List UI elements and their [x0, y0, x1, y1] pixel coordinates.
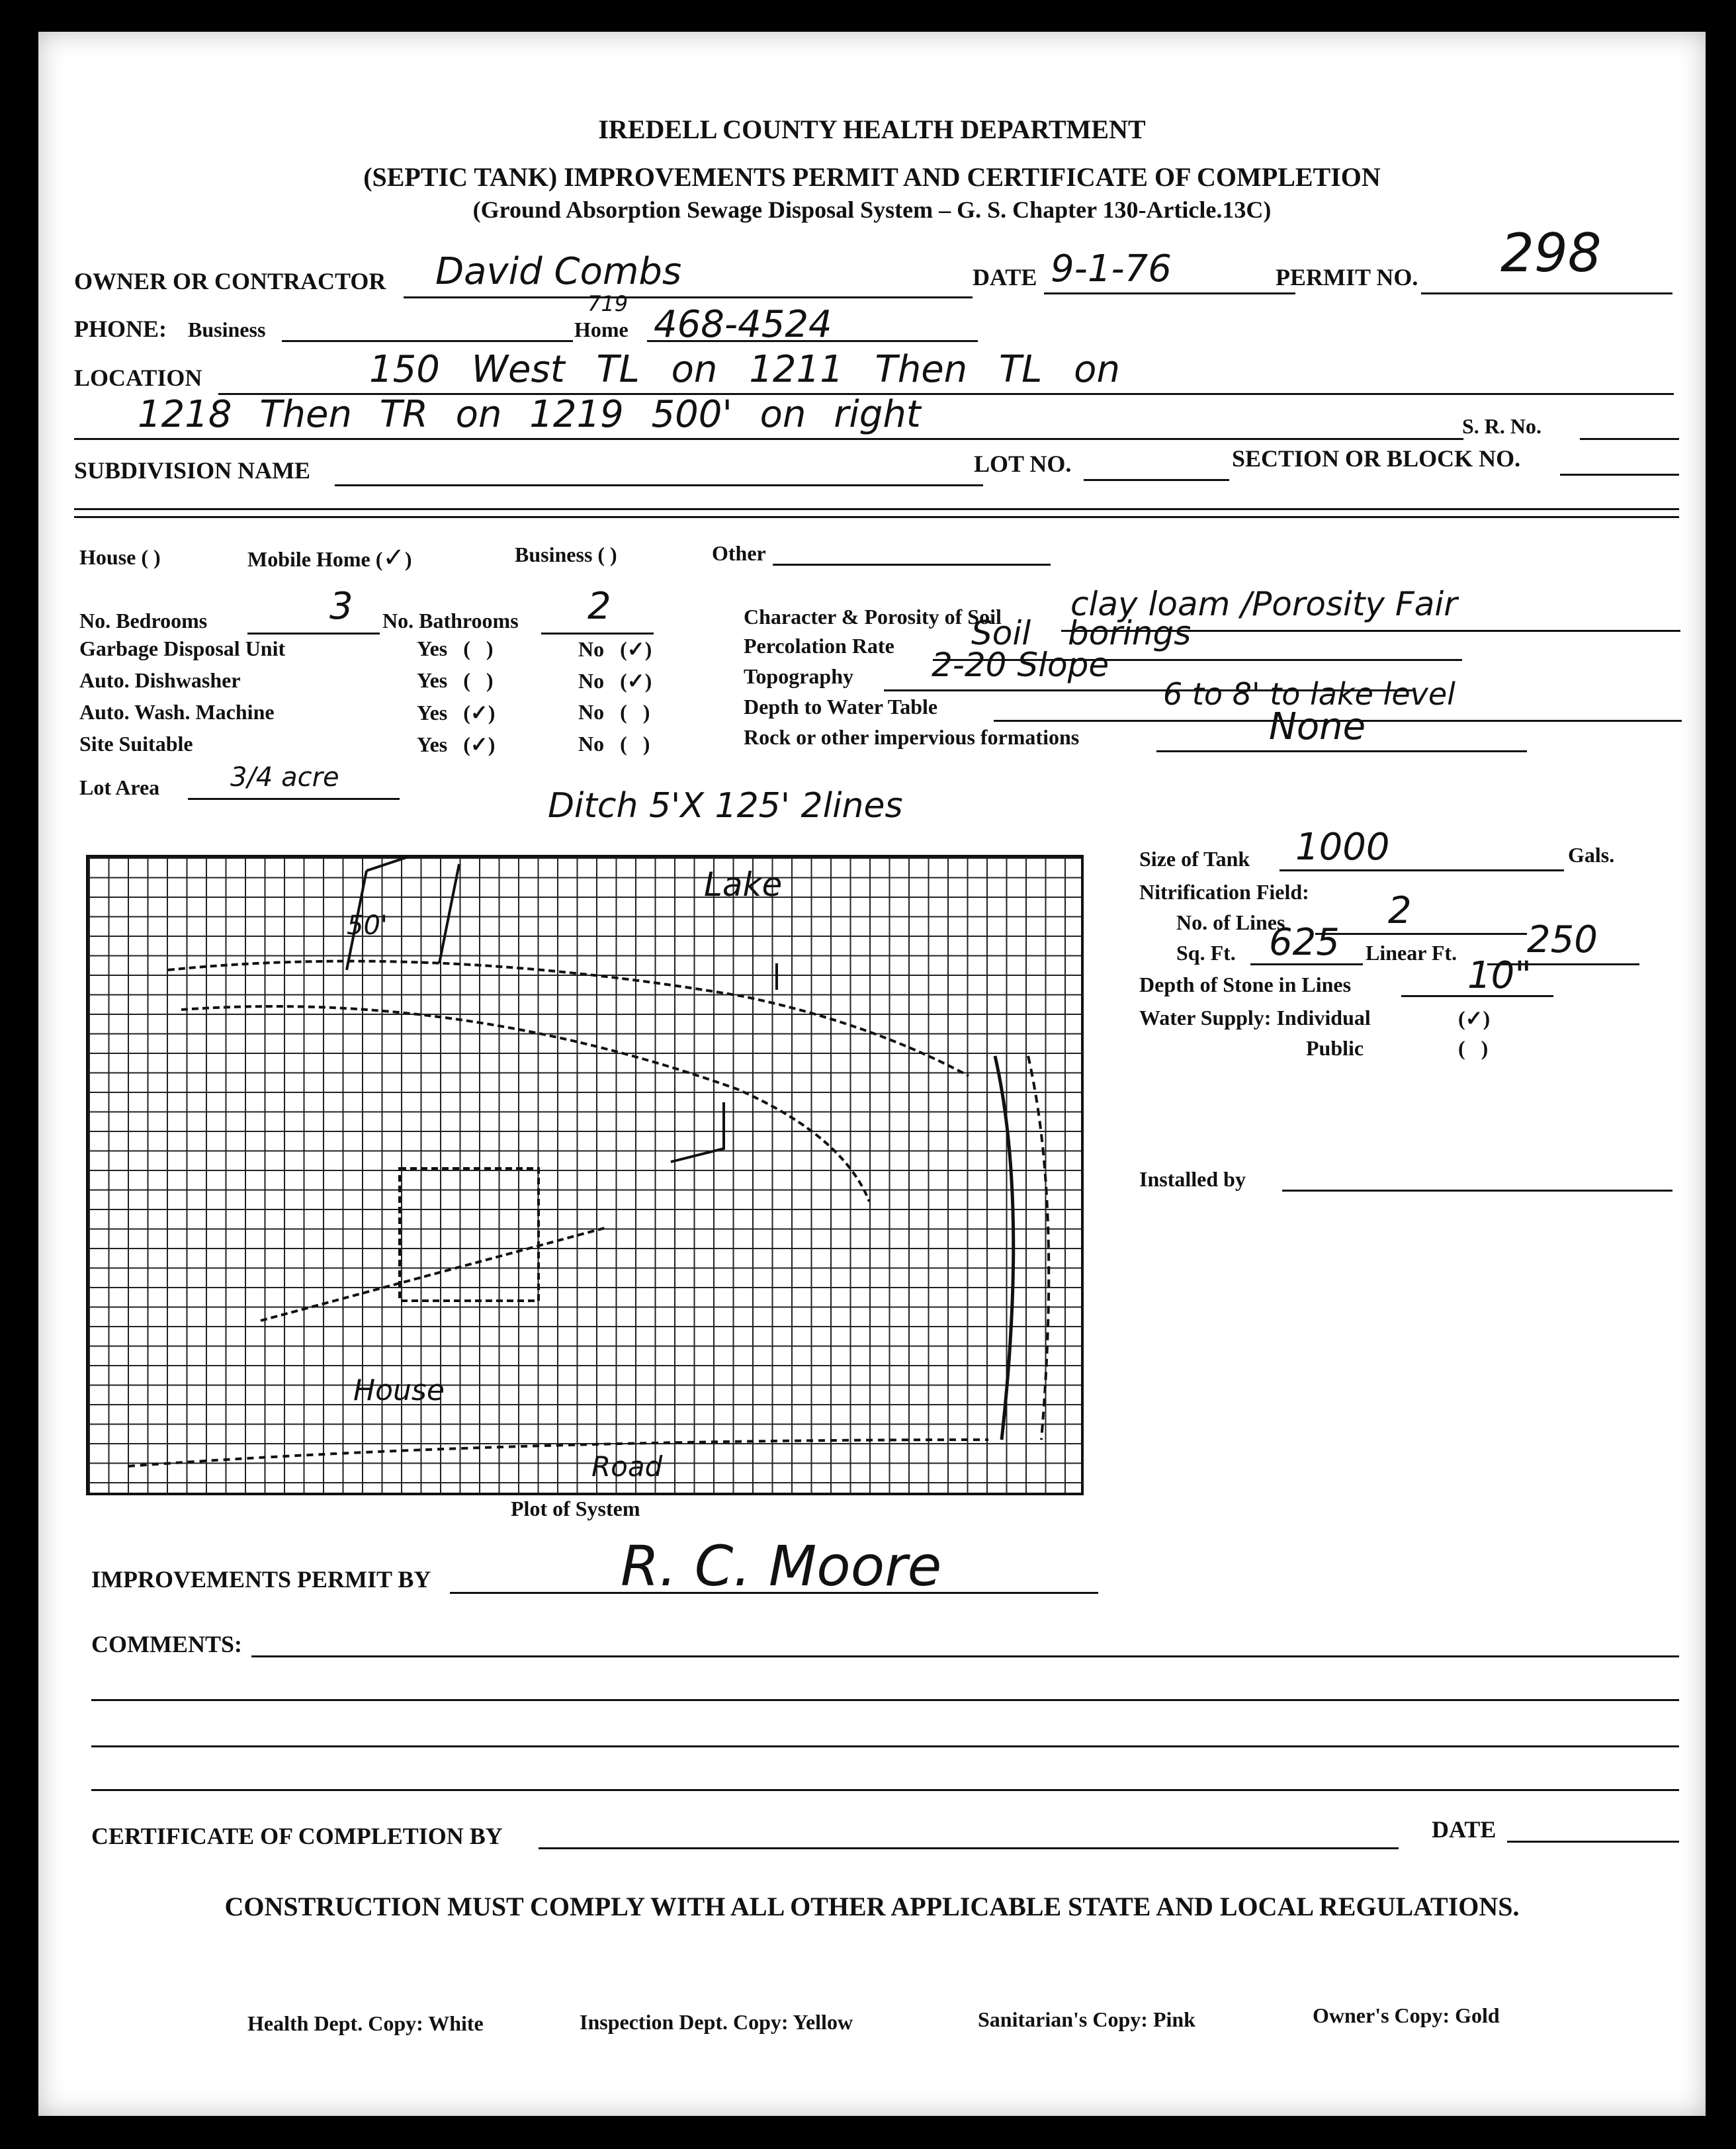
house-option: House ( ): [79, 545, 161, 569]
location-line-1: 150 West TL on 1211 Then TL on: [369, 348, 1120, 391]
soil-value: 2-20 Slope: [932, 646, 1109, 684]
plot-grid: [86, 855, 1084, 1495]
area-code: 719: [587, 291, 629, 316]
bathrooms-value: 2: [587, 585, 611, 628]
permit-no-value: 298: [1500, 222, 1602, 284]
comments-label: COMMENTS:: [91, 1631, 242, 1657]
no-of-lines-label: No. of Lines: [1176, 910, 1285, 934]
section-label: SECTION OR BLOCK NO.: [1232, 445, 1521, 472]
soil-label: Topography: [744, 664, 853, 688]
bedrooms-label: No. Bedrooms: [79, 609, 208, 633]
bathrooms-label: No. Bathrooms: [382, 609, 519, 633]
phone-label: PHONE:: [74, 316, 167, 342]
soil-label: Depth to Water Table: [744, 695, 938, 719]
bedrooms-value: 3: [329, 585, 353, 628]
plot-lake-label: Lake: [704, 865, 783, 904]
plot-distance-label: 50': [347, 910, 388, 941]
water-individual-check: (✓): [1458, 1006, 1491, 1030]
date-value: 9-1-76: [1051, 247, 1172, 290]
permit-by-signature: R. C. Moore: [621, 1534, 942, 1599]
tank-size-value: 1000: [1295, 826, 1390, 869]
appliance-yes: Yes ( ): [417, 668, 494, 692]
lot-area-value: 3/4 acre: [230, 762, 339, 793]
stone-depth-value: 10": [1467, 954, 1532, 997]
permit-form: [38, 32, 1706, 2116]
form-title: (SEPTIC TANK) IMPROVEMENTS PERMIT AND CERTIFICATE OF COMPLETION: [363, 162, 1381, 192]
copy-distribution: Owner's Copy: Gold: [1313, 2003, 1500, 2027]
no-of-lines-value: 2: [1388, 889, 1412, 932]
installed-by-label: Installed by: [1139, 1167, 1246, 1191]
appliance-yes: Yes (✓): [417, 701, 496, 724]
business-phone-label: Business: [188, 318, 266, 341]
sq-ft-value: 625: [1269, 921, 1340, 964]
linear-ft-value: 250: [1527, 918, 1598, 961]
mobile-home-option: Mobile Home (✓): [247, 543, 412, 573]
soil-value: Soil borings: [971, 614, 1192, 652]
plot-house-label: House: [353, 1374, 445, 1407]
plot-caption: Plot of System: [511, 1497, 640, 1520]
water-public-label: Public: [1306, 1036, 1364, 1060]
water-supply-label: Water Supply: Individual: [1139, 1006, 1371, 1030]
soil-label: Character & Porosity of Soil: [744, 605, 1002, 629]
business-option: Business ( ): [515, 543, 617, 566]
subdivision-label: SUBDIVISION NAME: [74, 457, 311, 484]
appliance-label: Auto. Dishwasher: [79, 668, 241, 692]
nitrification-label: Nitrification Field:: [1139, 880, 1309, 904]
lot-area-label: Lot Area: [79, 775, 160, 799]
permit-no-label: PERMIT NO.: [1276, 264, 1418, 290]
appliance-label: Garbage Disposal Unit: [79, 636, 286, 660]
compliance-notice: CONSTRUCTION MUST COMPLY WITH ALL OTHER APPLICABLE STATE AND LOCAL REGULATIONS.: [224, 1892, 1520, 1921]
sr-no-label: S. R. No.: [1462, 414, 1542, 438]
department-heading: IREDELL COUNTY HEALTH DEPARTMENT: [598, 114, 1146, 144]
appliance-no: No (✓): [578, 669, 652, 693]
location-label: LOCATION: [74, 365, 202, 391]
soil-value: None: [1269, 705, 1366, 748]
sq-ft-label: Sq. Ft.: [1176, 941, 1236, 965]
certificate-label: CERTIFICATE OF COMPLETION BY: [91, 1823, 503, 1849]
lot-no-label: LOT NO.: [974, 451, 1072, 477]
tank-size-label: Size of Tank: [1139, 847, 1250, 871]
linear-ft-label: Linear Ft.: [1366, 941, 1457, 965]
copy-distribution: Health Dept. Copy: White: [247, 2011, 484, 2035]
home-phone-value: 468-4524: [654, 303, 832, 346]
plot-road-label: Road: [591, 1450, 663, 1483]
plot-sketch: [89, 857, 1081, 1493]
copy-distribution: Inspection Dept. Copy: Yellow: [580, 2010, 853, 2034]
appliance-label: Auto. Wash. Machine: [79, 700, 275, 724]
mobile-home-check: ✓: [382, 543, 405, 573]
plot-annotation: Ditch 5'X 125' 2lines: [548, 786, 903, 826]
soil-value: 6 to 8' to lake level: [1163, 676, 1455, 712]
form-subtitle: (Ground Absorption Sewage Disposal System – G. S. Chapter 130-Article.13C): [472, 197, 1272, 223]
soil-label: Rock or other impervious formations: [744, 725, 1080, 749]
appliance-label: Site Suitable: [79, 732, 193, 756]
appliance-no: No ( ): [578, 732, 650, 756]
appliance-yes: Yes ( ): [417, 636, 494, 660]
soil-value: clay loam /Porosity Fair: [1070, 585, 1457, 623]
appliance-yes: Yes (✓): [417, 732, 496, 756]
owner-value: David Combs: [435, 250, 682, 293]
location-line-2: 1218 Then TR on 1219 500' on right: [138, 393, 921, 436]
permit-by-label: IMPROVEMENTS PERMIT BY: [91, 1566, 431, 1593]
water-public-check: ( ): [1458, 1036, 1489, 1060]
other-label: Other: [712, 541, 766, 565]
certificate-date-label: DATE: [1432, 1816, 1497, 1843]
owner-label: OWNER OR CONTRACTOR: [74, 268, 386, 294]
appliance-no: No (✓): [578, 637, 652, 661]
soil-label: Percolation Rate: [744, 634, 894, 658]
appliance-no: No ( ): [578, 700, 650, 724]
stone-depth-label: Depth of Stone in Lines: [1139, 973, 1352, 996]
home-phone-label: Home: [574, 318, 629, 341]
date-label: DATE: [973, 264, 1037, 290]
copy-distribution: Sanitarian's Copy: Pink: [978, 2007, 1195, 2031]
tank-gals-label: Gals.: [1568, 843, 1615, 867]
